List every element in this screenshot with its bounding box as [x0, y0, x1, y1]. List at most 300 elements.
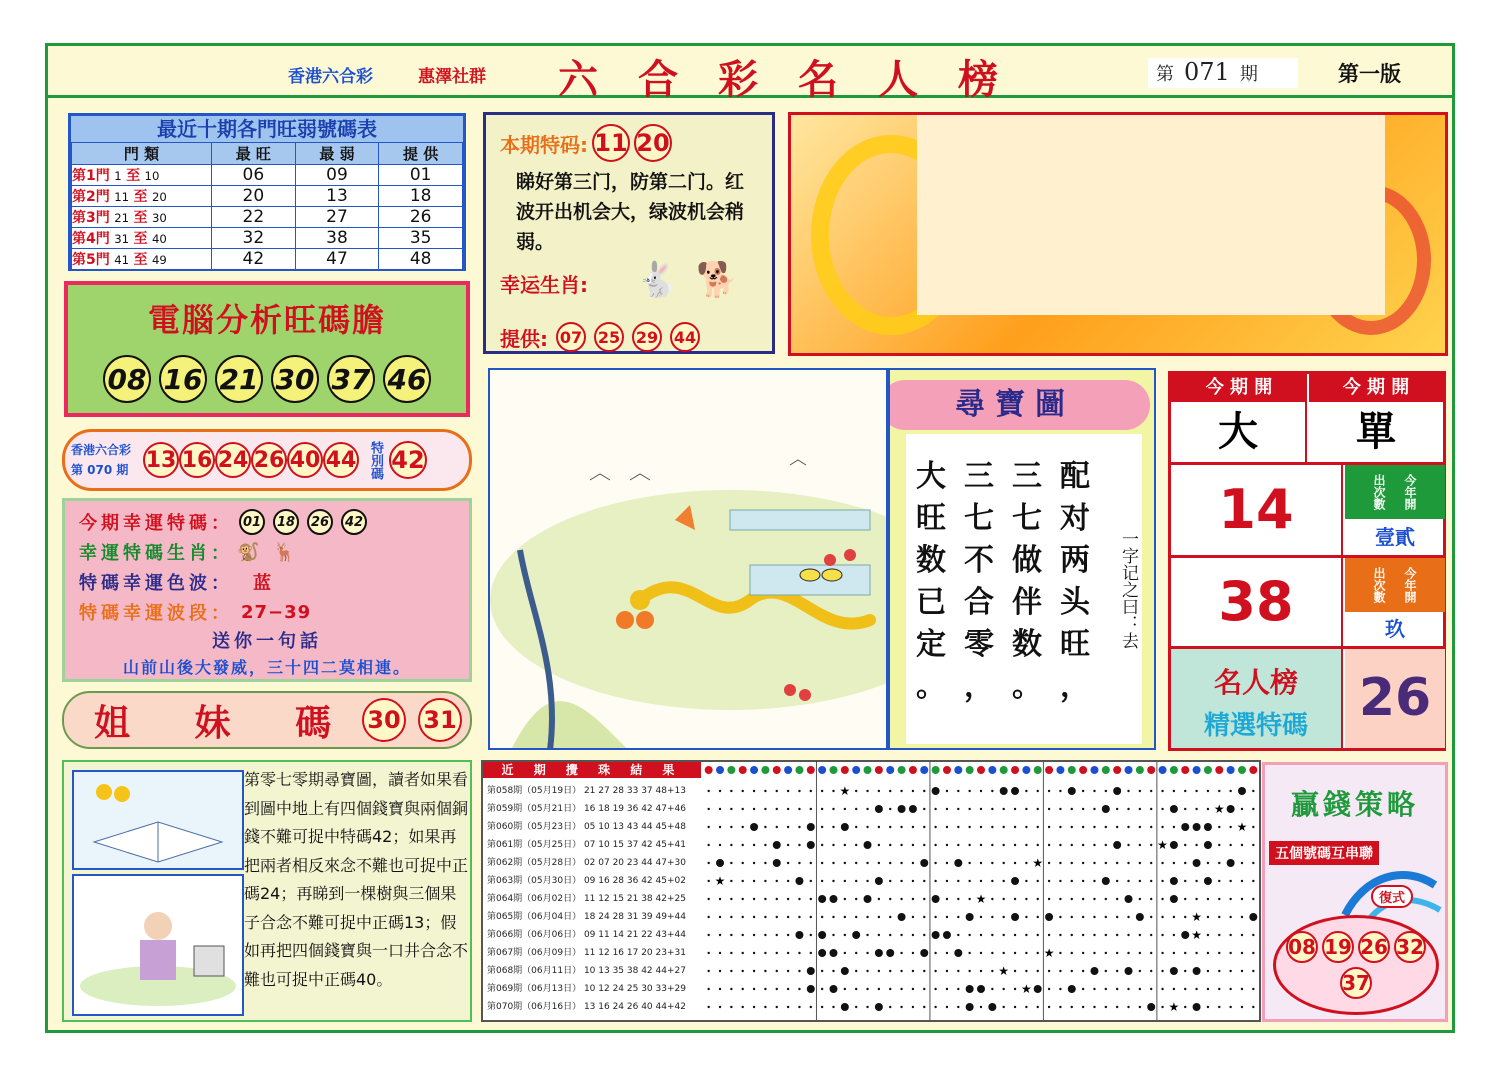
grid-dot: [832, 808, 834, 810]
grid-dot: [753, 844, 755, 846]
grid-dot: [968, 898, 970, 900]
grid-dot: [730, 916, 732, 918]
grid-dot: [798, 916, 800, 918]
grid-dot: [1093, 988, 1095, 990]
ball-color-dot: [1022, 766, 1030, 774]
grid-dot: [980, 808, 982, 810]
special-star: ★: [975, 892, 987, 906]
grid-dot: [1002, 826, 1004, 828]
grid-dot: [719, 952, 721, 954]
grid-dot: [821, 970, 823, 972]
grid-dot: [912, 952, 914, 954]
grid-dot: [957, 1006, 959, 1008]
grid-dot: [866, 952, 868, 954]
grid-dot: [980, 916, 982, 918]
grid-dot: [787, 988, 789, 990]
result-numbers: 21 27 28 33 37 48+13: [581, 786, 686, 796]
drawn-dot: [988, 1003, 996, 1011]
grid-dot: [1014, 970, 1016, 972]
grid-dot: [934, 1006, 936, 1008]
tag-count: 出次數: [1372, 567, 1386, 603]
lucky-row3-label: 特碼幸運色波：: [79, 573, 233, 594]
grid-dot: [1207, 934, 1209, 936]
drawn-dot: [864, 841, 872, 849]
last-result-box: [62, 429, 472, 491]
grid-dot: [889, 916, 891, 918]
grid-dot: [1139, 934, 1141, 936]
grid-dot: [889, 790, 891, 792]
drawn-dot: [1170, 841, 1178, 849]
result-row: [487, 998, 701, 1016]
grid-dot: [1037, 1006, 1039, 1008]
grid-dot: [1184, 880, 1186, 882]
grid-dot: [1184, 808, 1186, 810]
special-star: ★: [1032, 856, 1044, 870]
grid-dot: [1241, 880, 1243, 882]
grid-dot: [1002, 934, 1004, 936]
grid-dot: [980, 1006, 982, 1008]
provide-ball: 25: [594, 322, 624, 352]
grid-dot: [1252, 808, 1254, 810]
grid-dot: [878, 898, 880, 900]
grid-dot: [1195, 790, 1197, 792]
lucky-row3-value: 蓝: [253, 573, 275, 594]
grid-dot: [1139, 970, 1141, 972]
grid-dot: [889, 808, 891, 810]
grid-dot: [1161, 916, 1163, 918]
grid-dot: [1207, 970, 1209, 972]
grid-dot: [866, 916, 868, 918]
grid-dot: [1059, 862, 1061, 864]
sister-ball: 30: [362, 698, 406, 742]
strategy-ball: 26: [1358, 931, 1390, 963]
grid-dot: [1161, 808, 1163, 810]
result-row: [487, 800, 701, 818]
grid-dot: [968, 826, 970, 828]
lucky-row4-value: 27−39: [241, 601, 312, 623]
grid-dot: [1025, 826, 1027, 828]
grid-dot: [1048, 988, 1050, 990]
grid-dot: [900, 952, 902, 954]
grid-dot: [889, 934, 891, 936]
grid-dot: [1025, 1006, 1027, 1008]
grid-dot: [1252, 790, 1254, 792]
grid-dot: [980, 826, 982, 828]
grid-dot: [719, 934, 721, 936]
last-ball: 24: [215, 442, 251, 478]
grid-dot: [821, 880, 823, 882]
grid-dot: [742, 826, 744, 828]
col-cold: 最 弱: [295, 143, 379, 165]
grid-dot: [730, 862, 732, 864]
provide-ball: 29: [632, 322, 662, 352]
grid-dot: [1252, 844, 1254, 846]
result-row: [487, 818, 701, 836]
grid-dot: [821, 790, 823, 792]
grid-dot: [753, 1006, 755, 1008]
grid-dot: [764, 952, 766, 954]
grid-dot: [821, 1006, 823, 1008]
grid-dot: [923, 826, 925, 828]
grid-dot: [1116, 880, 1118, 882]
grid-dot: [957, 808, 959, 810]
ball-color-dot: [773, 766, 781, 774]
special-label: 本期特码:: [500, 132, 588, 157]
grid-dot: [787, 880, 789, 882]
grid-dot: [878, 862, 880, 864]
grid-dot: [810, 880, 812, 882]
grid-dot: [889, 862, 891, 864]
grid-dot: [968, 952, 970, 954]
today-head-2: 今 期 開: [1309, 374, 1443, 402]
result-numbers: 05 10 13 43 44 45+48: [581, 822, 686, 832]
grid-dot: [968, 934, 970, 936]
grid-dot: [912, 916, 914, 918]
drawn-dot: [750, 823, 758, 831]
grid-dot: [1139, 988, 1141, 990]
ball-color-dot: [716, 766, 724, 774]
grid-dot: [923, 970, 925, 972]
ball-color-dot: [784, 766, 792, 774]
drawn-dot: [966, 985, 974, 993]
grid-dot: [1173, 934, 1175, 936]
result-period: 第067期（06月09日）: [487, 948, 582, 958]
treasure-box: [888, 368, 1156, 750]
grid-dot: [1150, 916, 1152, 918]
grid-dot: [855, 844, 857, 846]
grid-dot: [1082, 808, 1084, 810]
grid-dot: [821, 844, 823, 846]
grid-dot: [787, 826, 789, 828]
grid-dot: [1048, 790, 1050, 792]
drawn-dot: [932, 895, 940, 903]
grid-dot: [957, 934, 959, 936]
grid-dot: [1082, 880, 1084, 882]
header-hk: 香港六合彩: [288, 67, 373, 87]
grid-dot: [1139, 1006, 1141, 1008]
ball-color-dot: [1159, 766, 1167, 774]
grid-dot: [753, 880, 755, 882]
drawn-dot: [829, 949, 837, 957]
grid-dot: [821, 862, 823, 864]
grid-dot: [1059, 916, 1061, 918]
provide-ball: 07: [556, 322, 586, 352]
lucky-box: [62, 498, 472, 682]
issue-suffix: 期: [1239, 64, 1258, 85]
grid-dot: [991, 844, 993, 846]
grid-dot: [1071, 898, 1073, 900]
result-row: [487, 872, 701, 890]
grid-dot: [878, 790, 880, 792]
grid-dot: [1059, 880, 1061, 882]
ball-color-dot: [1227, 766, 1235, 774]
grid-dot: [1048, 1006, 1050, 1008]
ball-color-dot: [1136, 766, 1144, 774]
grid-dot: [1229, 844, 1231, 846]
drawn-dot: [875, 805, 883, 813]
last-ball: 16: [179, 442, 215, 478]
grid-dot: [991, 826, 993, 828]
grid-dot: [900, 880, 902, 882]
grid-dot: [889, 1006, 891, 1008]
grid-dot: [730, 952, 732, 954]
grid-dot: [707, 844, 709, 846]
grid-dot: [923, 790, 925, 792]
grid-dot: [1105, 934, 1107, 936]
ball-color-dot: [898, 766, 906, 774]
drawn-dot: [1193, 859, 1201, 867]
grid-dot: [1173, 916, 1175, 918]
grid-dot: [1071, 934, 1073, 936]
grid-dot: [1014, 826, 1016, 828]
computer-ball: 30: [271, 355, 319, 403]
ball-color-dot: [1113, 766, 1121, 774]
grid-dot: [991, 988, 993, 990]
result-row: [487, 926, 701, 944]
grid-dot: [866, 826, 868, 828]
grid-dot: [889, 826, 891, 828]
ball-color-dot: [932, 766, 940, 774]
grid-dot: [1139, 790, 1141, 792]
grid-dot: [1014, 808, 1016, 810]
grid-dot: [1161, 934, 1163, 936]
grid-dot: [1002, 916, 1004, 918]
banner-image: [788, 112, 1448, 356]
computer-ball: 21: [215, 355, 263, 403]
grid-dot: [866, 790, 868, 792]
drawn-dot: [864, 895, 872, 903]
grid-dot: [1127, 934, 1129, 936]
strategy-ball: 37: [1340, 967, 1372, 999]
grid-dot: [742, 988, 744, 990]
grid-dot: [968, 844, 970, 846]
edition: 第一版: [1338, 62, 1401, 86]
grid-dot: [1184, 988, 1186, 990]
grid-dot: [810, 934, 812, 936]
grid-dot: [1195, 898, 1197, 900]
grid-dot: [1218, 970, 1220, 972]
result-period: 第062期（05月28日）: [487, 858, 582, 868]
grid-dot: [923, 934, 925, 936]
grid-dot: [1207, 808, 1209, 810]
computer-ball: 37: [327, 355, 375, 403]
grid-dot: [1059, 808, 1061, 810]
grid-dot: [1252, 862, 1254, 864]
grid-dot: [730, 988, 732, 990]
grid-dot: [730, 826, 732, 828]
grid-dot: [957, 970, 959, 972]
grid-dot: [1139, 844, 1141, 846]
grid-dot: [764, 970, 766, 972]
grid-dot: [1082, 916, 1084, 918]
ball-color-dot: [852, 766, 860, 774]
grid-dot: [1025, 970, 1027, 972]
ball-color-dot: [943, 766, 951, 774]
grid-dot: [855, 988, 857, 990]
result-numbers: 09 11 14 21 22 43+44: [581, 930, 686, 940]
col-give: 提 供: [379, 143, 463, 165]
grid-dot: [991, 952, 993, 954]
grid-dot: [1184, 952, 1186, 954]
grid-dot: [1037, 880, 1039, 882]
grid-dot: [991, 808, 993, 810]
grid-dot: [889, 844, 891, 846]
grid-dot: [991, 880, 993, 882]
grid-dot: [1161, 826, 1163, 828]
grid-dot: [1184, 862, 1186, 864]
result-numbers: 09 16 28 36 42 45+02: [581, 876, 686, 886]
grid-dot: [1127, 880, 1129, 882]
book-illustration: [72, 770, 244, 870]
grid-dot: [1218, 826, 1220, 828]
grid-dot: [742, 1006, 744, 1008]
grid-dot: [980, 952, 982, 954]
grid-dot: [1150, 844, 1152, 846]
drawn-dot: [920, 859, 928, 867]
grid-dot: [855, 1006, 857, 1008]
grid-dot: [1127, 862, 1129, 864]
grid-dot: [855, 862, 857, 864]
grid-dot: [946, 844, 948, 846]
strategy-title: 贏錢策略: [1290, 788, 1419, 821]
last-ball: 26: [251, 442, 287, 478]
page: [45, 43, 1455, 1033]
ball-color-dot: [1193, 766, 1201, 774]
grid-dot: [730, 808, 732, 810]
banner-overlay: [917, 112, 1385, 315]
grid-dot: [1218, 916, 1220, 918]
grid-dot: [934, 862, 936, 864]
dog-icon: 🐕: [696, 260, 739, 300]
grid-dot: [730, 970, 732, 972]
drawn-dot: [1170, 967, 1178, 975]
header: [48, 46, 1452, 103]
grid-dot: [1105, 916, 1107, 918]
grid-dot: [730, 934, 732, 936]
special-star: ★: [1168, 1000, 1180, 1014]
grid-dot: [1241, 988, 1243, 990]
ball-color-dot: [739, 766, 747, 774]
rock: [510, 701, 630, 750]
snake-head: [630, 590, 650, 610]
drawn-dot: [1204, 841, 1212, 849]
result-row: [487, 836, 701, 854]
today-num-2: 38: [1171, 558, 1343, 646]
grid-dot: [776, 898, 778, 900]
drawn-dot: [1068, 787, 1076, 795]
grid-dot: [1139, 898, 1141, 900]
grid-dot: [1127, 808, 1129, 810]
result-period: 第066期（06月06日）: [487, 930, 582, 940]
grid-dot: [1127, 790, 1129, 792]
grid-dot: [923, 844, 925, 846]
drawn-dot: [886, 949, 894, 957]
grid-dot: [844, 952, 846, 954]
grid-dot: [1150, 970, 1152, 972]
special-box: [483, 112, 775, 354]
fruit: [636, 611, 654, 629]
grid-dot: [980, 880, 982, 882]
drawn-dot: [1102, 877, 1110, 885]
grid-dot: [844, 844, 846, 846]
grid-dot: [1229, 952, 1231, 954]
drawn-dot: [1147, 1003, 1155, 1011]
grid-dot: [1184, 1006, 1186, 1008]
coin: [822, 569, 842, 581]
bird: [790, 460, 806, 465]
grid-dot: [1150, 862, 1152, 864]
grid-dot: [1037, 916, 1039, 918]
grid-dot: [1207, 952, 1209, 954]
grid-dot: [968, 808, 970, 810]
grid-dot: [1048, 880, 1050, 882]
computer-ball: 46: [383, 355, 431, 403]
ball-color-dot: [920, 766, 928, 774]
drawn-dot: [1125, 967, 1133, 975]
grid-dot: [1150, 826, 1152, 828]
grid-dot: [707, 952, 709, 954]
grid-dot: [946, 862, 948, 864]
grid-dot: [1002, 898, 1004, 900]
grid-dot: [776, 808, 778, 810]
grid-dot: [1173, 988, 1175, 990]
grid-dot: [719, 970, 721, 972]
well-illustration: [72, 874, 244, 1016]
grid-dot: [1218, 790, 1220, 792]
grid-dot: [991, 898, 993, 900]
grid-dot: [707, 988, 709, 990]
grid-dot: [1116, 934, 1118, 936]
grid-dot: [1241, 934, 1243, 936]
result-row: [487, 890, 701, 908]
grid-dot: [753, 808, 755, 810]
mrb-title: 名人榜: [1213, 666, 1298, 699]
grid-dot: [719, 1006, 721, 1008]
grid-dot: [707, 790, 709, 792]
result-period: 第059期（05月21日）: [487, 804, 582, 814]
drawn-dot: [1011, 877, 1019, 885]
grid-dot: [1037, 952, 1039, 954]
today-odd: 單: [1356, 409, 1396, 455]
grid-dot: [900, 844, 902, 846]
grid-dot: [764, 916, 766, 918]
ball-color-dot: [841, 766, 849, 774]
grid-dot: [991, 916, 993, 918]
grid-dot: [1127, 988, 1129, 990]
grid-dot: [991, 790, 993, 792]
grid-dot: [968, 790, 970, 792]
ball-color-dot: [1204, 766, 1212, 774]
grid-dot: [1093, 790, 1095, 792]
grid-dot: [742, 898, 744, 900]
grid-dot: [1048, 934, 1050, 936]
grid-dot: [912, 862, 914, 864]
tag-year: 今年開: [1403, 474, 1417, 510]
grid-dot: [1037, 844, 1039, 846]
grid-dot: [1059, 934, 1061, 936]
grid-dot: [787, 862, 789, 864]
grid-dot: [912, 898, 914, 900]
grid-dot: [1229, 934, 1231, 936]
grid-dot: [1059, 1006, 1061, 1008]
results-box: [481, 760, 1261, 1022]
fruit: [616, 611, 634, 629]
grid-dot: [798, 898, 800, 900]
grid-dot: [1252, 934, 1254, 936]
grid-dot: [810, 790, 812, 792]
grid-dot: [1150, 988, 1152, 990]
special-text: 睇好第三门，防第二门。红波开出机会大，绿波机会稍弱。: [516, 171, 745, 253]
